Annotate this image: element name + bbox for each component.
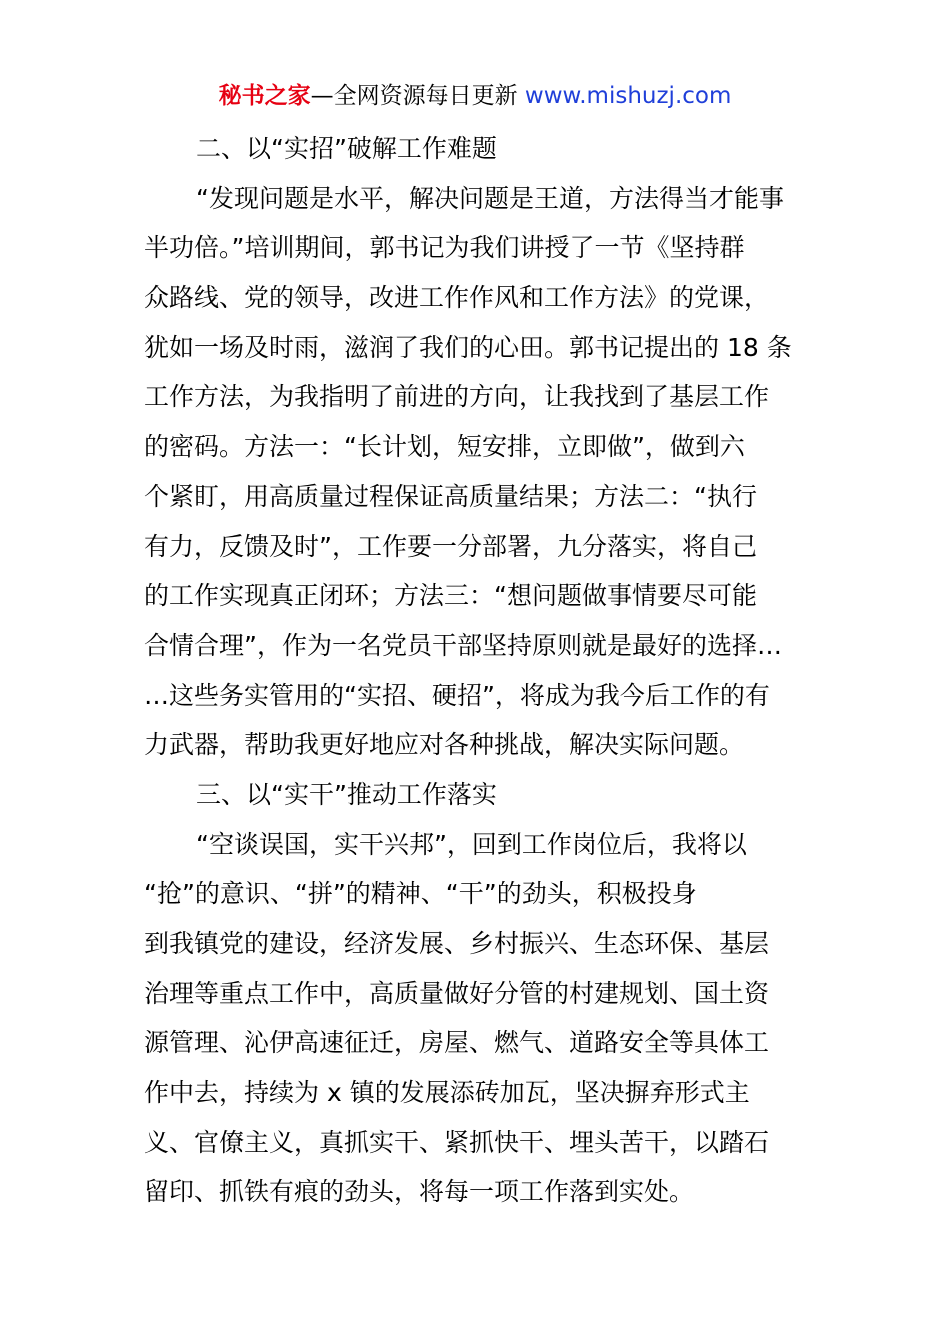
paragraph-line: 源管理、沁伊高速征迁，房屋、燃气、道路安全等具体工 — [144, 1028, 770, 1058]
paragraph-line: 作中去，持续为 x 镇的发展添砖加瓦，坚决摒弃形式主 — [144, 1078, 750, 1108]
brand-name: 秘书之家 — [218, 83, 311, 109]
paragraph-line: 有力，反馈及时”，工作要一分部署，九分落实，将自己 — [144, 531, 757, 561]
site-url-link[interactable]: www.mishuzj.com — [524, 83, 732, 109]
document-body — [144, 124, 808, 1217]
paragraph-line: 力武器，帮助我更好地应对各种挑战，解决实际问题。 — [144, 730, 745, 760]
paragraph-line: 到我镇党的建设，经济发展、乡村振兴、生态环保、基层 — [144, 929, 770, 958]
paragraph-line: “发现问题是水平，解决问题是王道，方法得当才能事 — [196, 183, 784, 213]
header-tagline: —全网资源每日更新 — [310, 83, 518, 109]
paragraph-line: 个紧盯，用高质量过程保证高质量结果；方法二：“执行 — [144, 481, 757, 511]
paragraph-line: 治理等重点工作中，高质量做好分管的村建规划、国土资 — [144, 978, 770, 1008]
paragraph-line: 的工作实现真正闭环；方法三：“想问题做事情要尽可能 — [144, 581, 757, 611]
paragraph-line: 合情合理”，作为一名党员干部坚持原则就是最好的选择… — [144, 630, 782, 660]
site-header — [0, 78, 950, 114]
paragraph-line: 犹如一场及时雨，滋润了我们的心田。郭书记提出的 18 条 — [144, 332, 792, 362]
paragraph-line: “空谈误国，实干兴邦”，回到工作岗位后，我将以 — [196, 829, 747, 859]
paragraph-line: 义、官僚主义，真抓实干、紧抓快干、埋头苦干，以踏石 — [144, 1127, 770, 1157]
paragraph-line: 的密码。方法一：“长计划，短安排，立即做”，做到六 — [144, 432, 745, 462]
paragraph-line: 工作方法，为我指明了前进的方向，让我找到了基层工作 — [144, 382, 770, 412]
section-heading-3: 三、以“实干”推动工作落实 — [196, 779, 497, 809]
paragraph-line: 众路线、党的领导，改进工作作风和工作方法》的党课， — [144, 283, 770, 313]
paragraph-line: 留印、抓铁有痕的劲头，将每一项工作落到实处。 — [144, 1177, 695, 1207]
paragraph-line: …这些务实管用的“实招、硬招”，将成为我今后工作的有 — [144, 680, 770, 710]
paragraph-line: 半功倍。”培训期间，郭书记为我们讲授了一节《坚持群 — [144, 233, 745, 263]
section-heading-2: 二、以“实招”破解工作难题 — [196, 134, 497, 163]
paragraph-line: “抢”的意识、“拼”的精神、“干”的劲头，积极投身 — [144, 879, 697, 909]
